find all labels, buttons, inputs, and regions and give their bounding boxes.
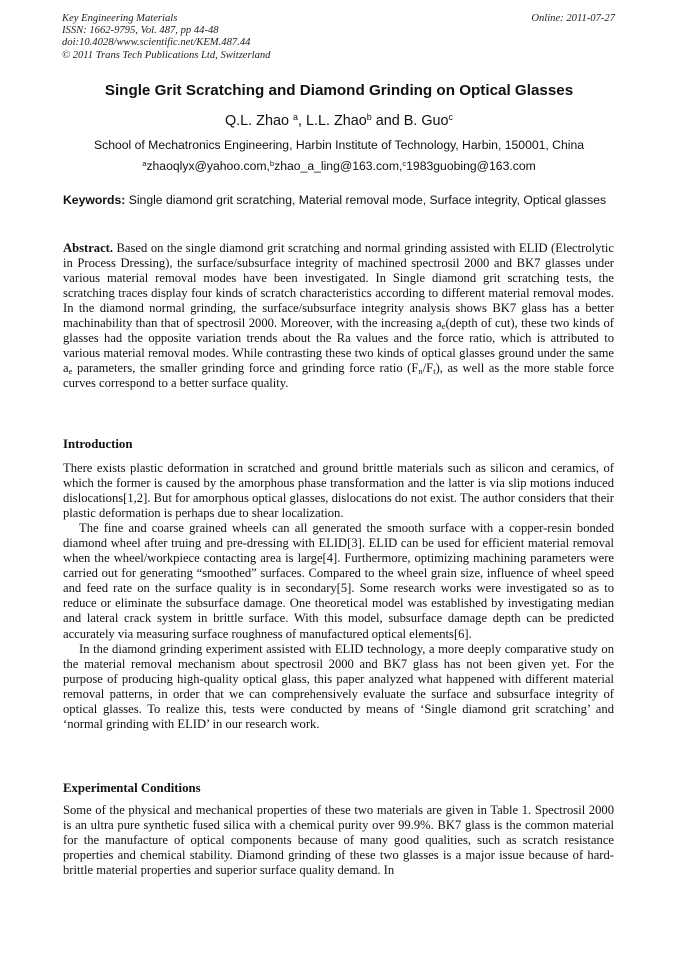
author-list (0, 113, 678, 129)
email-1: zhaoqlyx@yahoo.com, (146, 159, 270, 173)
doi-line: doi:10.4028/www.scientific.net/KEM.487.44 (62, 37, 251, 49)
author-3-mark: c (448, 112, 453, 123)
keywords-block (63, 193, 614, 208)
author-1-mark: a (292, 112, 298, 123)
abstract-text: /F (422, 361, 434, 376)
abstract-subscript: n (418, 366, 423, 377)
author-3: B. Guo (403, 113, 449, 129)
author-2-mark: b (366, 112, 372, 123)
abstract-text: parameters, the smaller grinding force and grinding force ratio (F (72, 361, 419, 376)
intro-paragraph-2: The fine and coarse grained wheels can all generated the smooth surface with a copper-resin bonded diamond wheel after truing and pre-dressing with ELID[3]. ELID can be used for efficient material removal when the wheel/workpiece contacting area is large[4]. Furthermore, optimizing machining parameters were carried out for generating “smoothed” surfaces. Compared to the wheel grain size, influence of wheel speed and feed rate on the surface quality is in secondary[5]. Some research works were investigated so as to reduce or eliminate the subsurface damage. One theoretical model was established by investigating median and lateral crack system in brittle surface. With this model, subsurface damage depth can be predicted accurately via measuring surface roughness of manufactured optical elements[6]. (63, 521, 614, 641)
experimental-paragraph: Some of the physical and mechanical properties of these two materials are given in Table 1. Spectrosil 2000 is an ultra pure synthetic fused silica with a chemical purity over 99.9%. BK7 glass is the common material for the manufacture of optical components because of many good qualities, such as scratch resistance properties and chemical stability. Diamond grinding of these two glasses is a major issue because of hard-brittle material properties and superior surface quality demand. In (63, 803, 614, 878)
author-2: L.L. Zhao (305, 113, 367, 129)
journal-header (62, 13, 270, 62)
email-3: 1983guobing@163.com (406, 159, 536, 173)
intro-paragraph-3: In the diamond grinding experiment assisted with ELID technology, a more deeply comparative study on the material removal mechanism about spectrosil 2000 and BK7 glass has not been given yet. For the purpose of producing high-quality optical glass, this paper analyzed what happened with different material removal patterns, in order that we can comprehensively evaluate the surface and subsurface integrity of optical glasses. To realize this, tests were conducted by means of ‘Single diamond grit scratching’ and ‘normal grinding with ELID’ in our research work. (63, 641, 614, 731)
introduction-body (63, 461, 614, 732)
email-3-mark: c (402, 158, 407, 168)
copyright-line: © 2011 Trans Tech Publications Ltd, Switzerland (62, 49, 271, 61)
keywords-text: Single diamond grit scratching, Material removal mode, Surface integrity, Optical glasses (128, 193, 607, 207)
abstract-text: (depth of cut), these two kinds of glasses had the opposite variation trends about the Ra values and the force ratio, which is attributed to various material removal modes. While contrasting these two kinds of optical glasses ground under the same a (63, 316, 614, 376)
email-2-mark: b (269, 158, 275, 168)
abstract-text: ), as well as the more stable force curves correspond to a better surface quality. (63, 361, 614, 391)
experimental-heading: Experimental Conditions (63, 781, 201, 795)
online-date: Online: 2011-07-27 (531, 13, 615, 24)
abstract-block (63, 241, 614, 391)
intro-paragraph-1: There exists plastic deformation in scratched and ground brittle materials such as silicon and ceramics, of which the former is caused by the amorphous phase transformation and the latter is via slip motions induced dislocations[1,2]. But for amorphous optical glasses, dislocations do not exist. The author considers that their plastic deformation is perhaps due to shear localization. (63, 461, 614, 521)
introduction-heading: Introduction (63, 437, 133, 451)
abstract-subscript: e (68, 366, 73, 377)
author-separator: , (297, 113, 306, 129)
paper-title: Single Grit Scratching and Diamond Grinding on Optical Glasses (104, 82, 574, 99)
abstract-subscript: e (441, 321, 446, 332)
email-2: zhao_a_ling@163.com, (274, 159, 403, 173)
email-list (0, 159, 678, 173)
author-1: Q.L. Zhao (224, 113, 289, 129)
issn-line: ISSN: 1662-9795, Vol. 487, pp 44-48 (62, 25, 219, 37)
journal-name: Key Engineering Materials (62, 13, 178, 24)
abstract-label: Abstract. (63, 241, 114, 255)
keywords-label: Keywords: (63, 193, 126, 207)
email-1-mark: a (142, 158, 147, 168)
author-separator: and (371, 113, 404, 129)
experimental-body (63, 803, 614, 878)
affiliation: School of Mechatronics Engineering, Harbin Institute of Technology, Harbin, 150001, China (93, 138, 585, 152)
abstract-text: Based on the single diamond grit scratching and normal grinding assisted with ELID (Electrolytic in Process Dressing), the surface/subsurface integrity of machined spectrosil 2000 and BK7 glasses under various material removal modes have been investigated. In Single diamond grit scratching tests, the scratching traces display four kinds of scratch characteristics according to different material removal modes. In the diamond normal grinding, the surface/subsurface integrity analysis shows BK7 glass has a better machinability than that of spectrosil 2000. Moreover, with the increasing a (63, 241, 614, 331)
abstract-subscript: t (433, 366, 436, 377)
